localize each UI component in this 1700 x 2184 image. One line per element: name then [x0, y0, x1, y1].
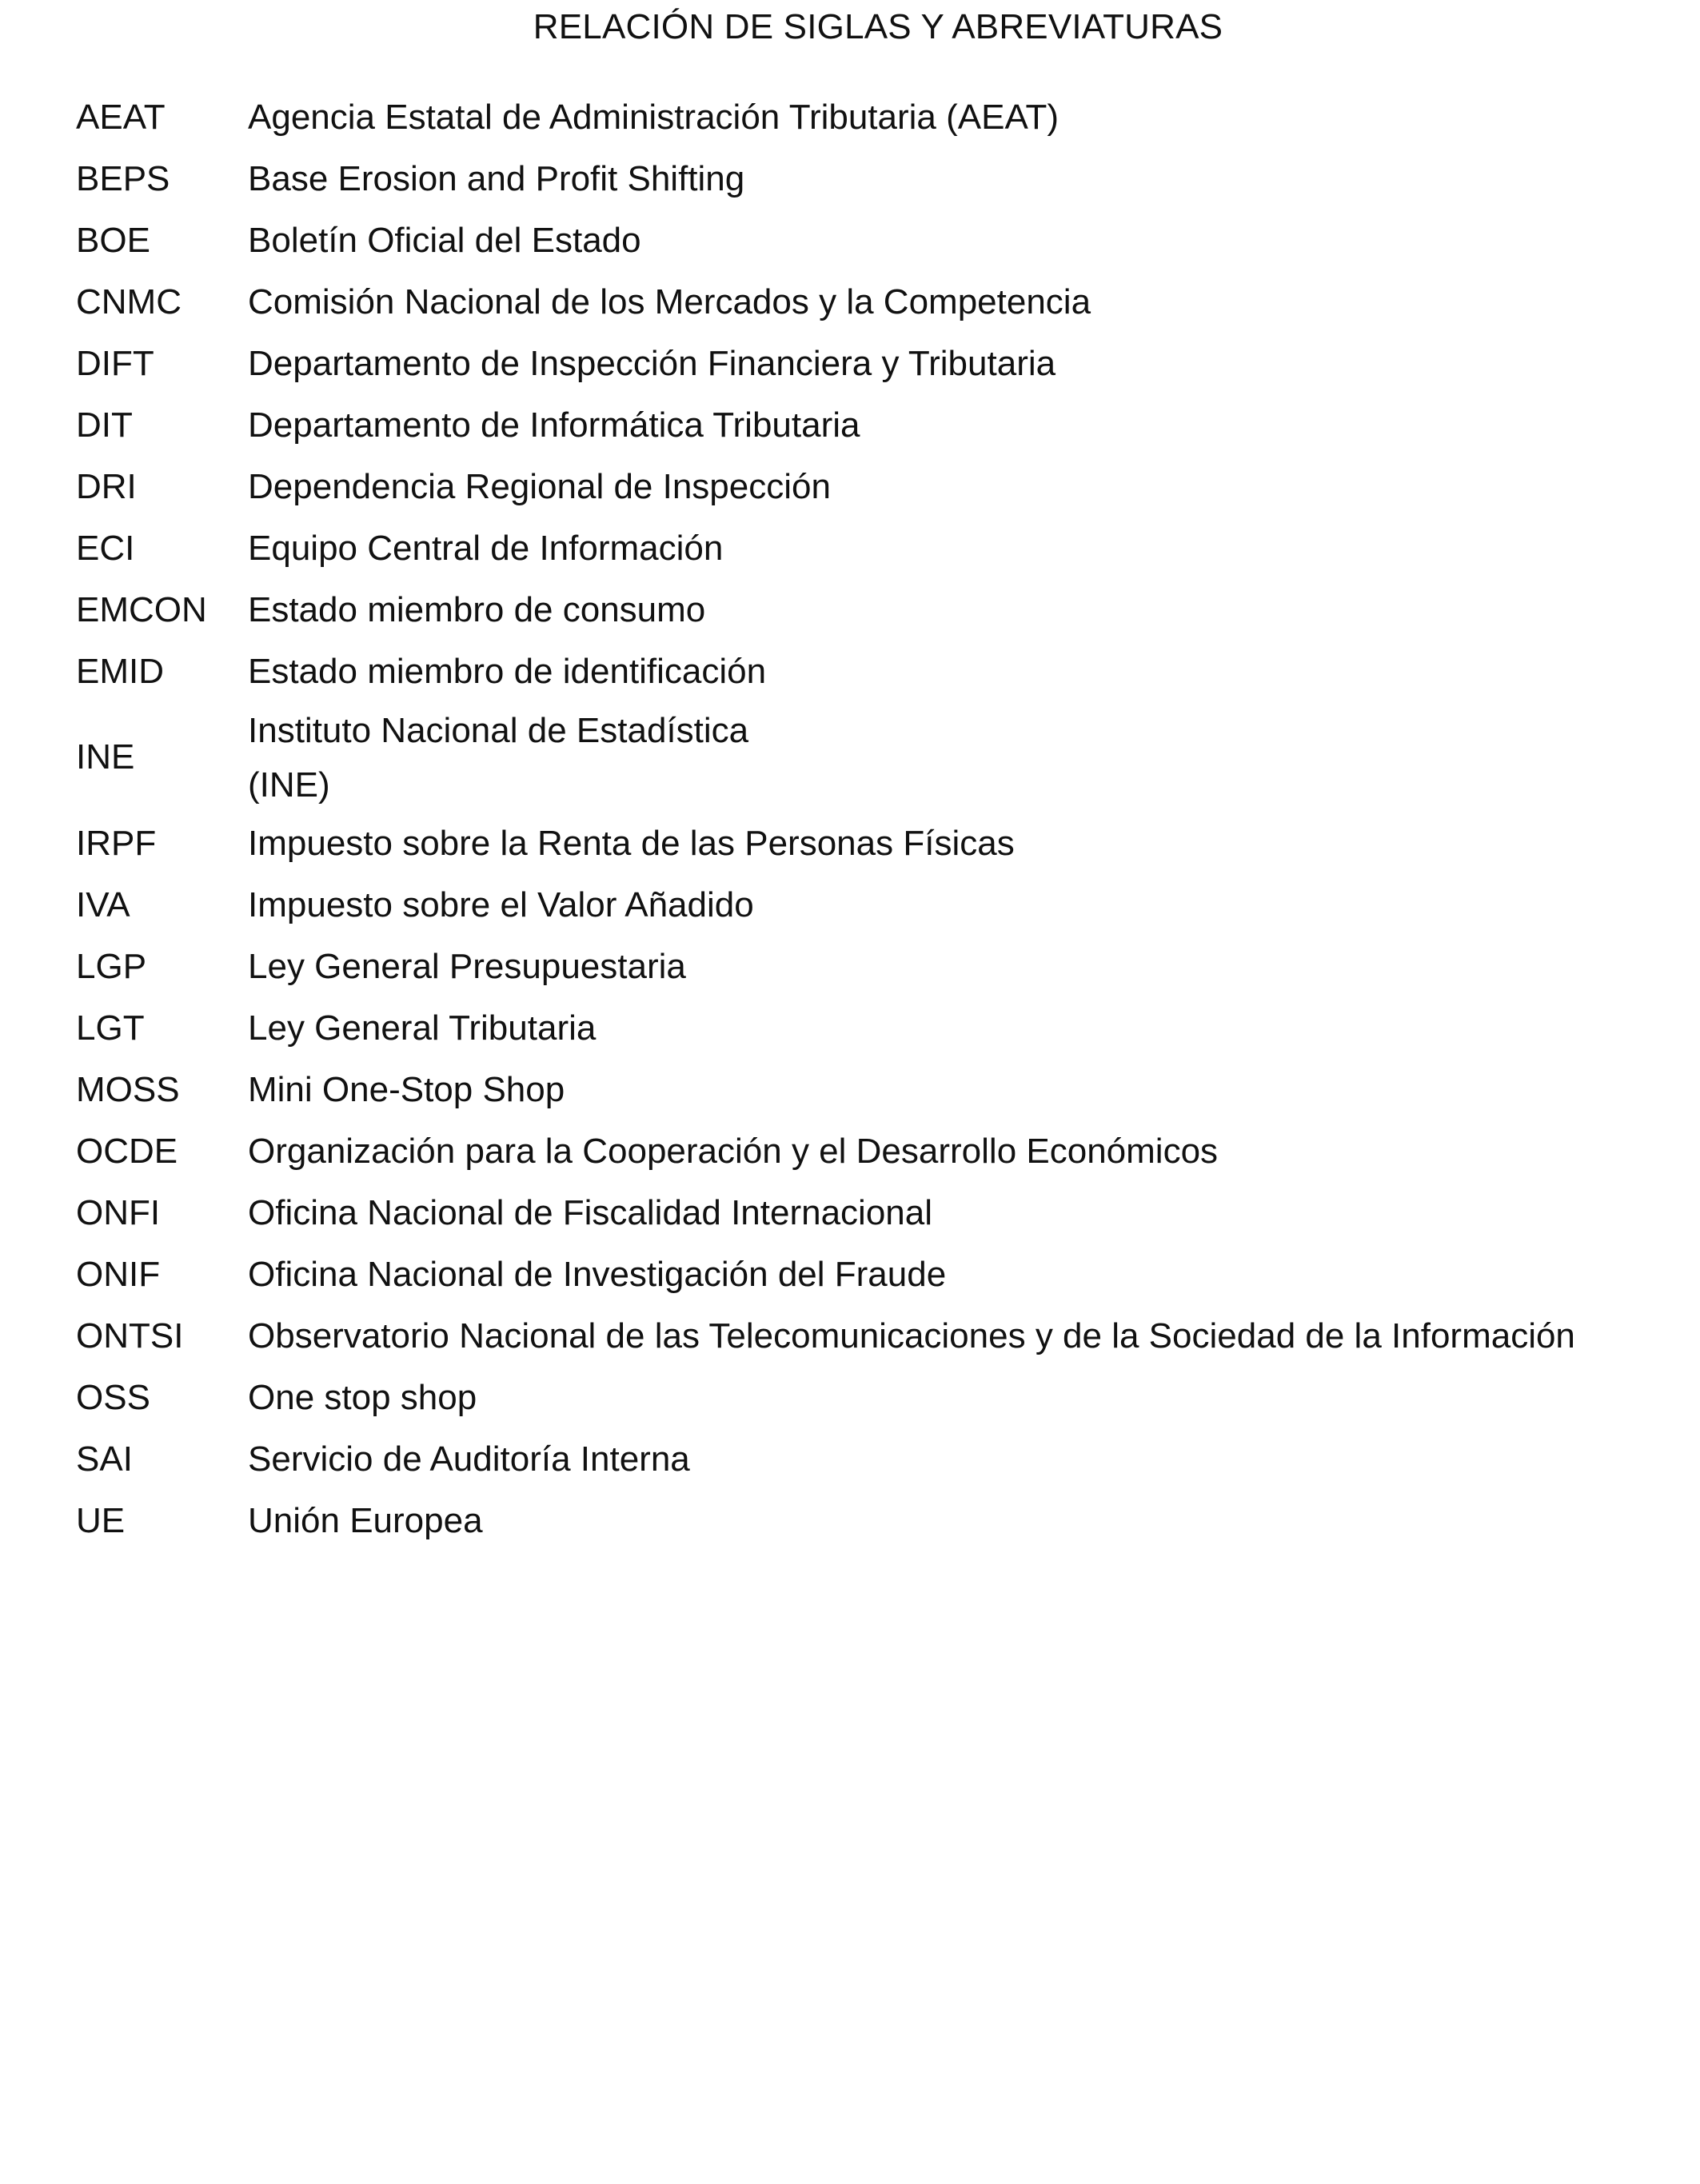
abbreviation-description: Mini One-Stop Shop	[248, 1070, 565, 1109]
abbreviation-code: IVA	[76, 885, 130, 924]
abbreviation-code: DRI	[76, 467, 137, 506]
table-row	[76, 997, 1575, 1059]
page-title: RELACIÓN DE SIGLAS Y ABREVIATURAS	[533, 7, 1223, 46]
table-row	[76, 579, 1575, 641]
abbreviation-description: Unión Europea	[248, 1501, 483, 1540]
abbreviation-code: DIFT	[76, 344, 154, 383]
abbreviation-code: INE	[76, 737, 135, 777]
abbreviation-description: Agencia Estatal de Administración Tributaria (AEAT)	[248, 98, 1060, 137]
table-row	[76, 1305, 1575, 1367]
abbreviation-description: Servicio de Auditoría Interna	[248, 1439, 690, 1479]
abbreviation-description: Oficina Nacional de Investigación del Fraude	[248, 1255, 947, 1294]
abbreviation-code: BOE	[76, 221, 150, 260]
table-row	[76, 271, 1575, 333]
abbreviation-code: EMCON	[76, 590, 207, 629]
table-row	[76, 1120, 1575, 1182]
table-row	[76, 1244, 1575, 1305]
abbreviation-code: ONIF	[76, 1255, 161, 1294]
abbreviation-code: ECI	[76, 529, 135, 568]
abbreviation-description: Ley General Tributaria	[248, 1008, 597, 1048]
abbreviation-description: Impuesto sobre el Valor Añadido	[248, 885, 754, 924]
abbreviation-code: OSS	[76, 1378, 150, 1417]
table-row	[76, 86, 1575, 148]
abbreviation-code: ONFI	[76, 1193, 161, 1232]
abbreviation-description: Observatorio Nacional de las Telecomunicaciones y de la Sociedad de la Información	[248, 1316, 1575, 1356]
table-row	[76, 148, 1575, 210]
abbreviation-code: DIT	[76, 405, 133, 445]
abbreviation-description: Oficina Nacional de Fiscalidad Internacional	[248, 1193, 933, 1232]
abbreviation-code: ONTSI	[76, 1316, 184, 1356]
abbreviation-code: LGT	[76, 1008, 145, 1048]
table-row	[76, 702, 1575, 813]
abbreviation-code: OCDE	[76, 1132, 178, 1171]
abbreviation-description: Dependencia Regional de Inspección	[248, 467, 831, 506]
table-row	[76, 394, 1575, 456]
abbreviation-code: AEAT	[76, 98, 166, 137]
abbreviation-description: Estado miembro de consumo	[248, 590, 706, 629]
abbreviation-description: Boletín Oficial del Estado	[248, 221, 641, 260]
table-row	[76, 1367, 1575, 1428]
table-row	[76, 456, 1575, 517]
abbreviations-table	[76, 86, 1575, 1551]
abbreviation-description: Departamento de Inspección Financiera y Tributaria	[248, 344, 1056, 383]
abbreviation-code: IRPF	[76, 824, 157, 863]
abbreviation-code: EMID	[76, 652, 164, 691]
abbreviation-code: MOSS	[76, 1070, 180, 1109]
table-row	[76, 1182, 1575, 1244]
abbreviation-description: Comisión Nacional de los Mercados y la Competencia	[248, 282, 1091, 321]
table-row	[76, 813, 1575, 874]
abbreviation-description: Impuesto sobre la Renta de las Personas Físicas	[248, 824, 1015, 863]
abbreviation-code: SAI	[76, 1439, 133, 1479]
abbreviation-code: BEPS	[76, 159, 170, 198]
table-row	[76, 874, 1575, 936]
abbreviation-description: Departamento de Informática Tributaria	[248, 405, 860, 445]
table-row	[76, 210, 1575, 271]
abbreviation-description: Base Erosion and Profit Shifting	[248, 159, 745, 198]
table-row	[76, 517, 1575, 579]
table-row	[76, 1490, 1575, 1551]
abbreviation-code: UE	[76, 1501, 126, 1540]
abbreviation-code: CNMC	[76, 282, 182, 321]
abbreviation-description: Organización para la Cooperación y el Desarrollo Económicos	[248, 1132, 1219, 1171]
abbreviation-description: Estado miembro de identificación	[248, 652, 767, 691]
abbreviation-code: LGP	[76, 947, 147, 986]
table-row	[76, 1428, 1575, 1490]
abbreviation-description: Ley General Presupuestaria	[248, 947, 686, 986]
abbreviation-description: Equipo Central de Información	[248, 529, 724, 568]
table-row	[76, 1059, 1575, 1120]
table-row	[76, 936, 1575, 997]
abbreviation-description: One stop shop	[248, 1378, 477, 1417]
table-row	[76, 333, 1575, 394]
abbreviation-description: Instituto Nacional de Estadística (INE)	[248, 711, 749, 805]
table-row	[76, 641, 1575, 702]
